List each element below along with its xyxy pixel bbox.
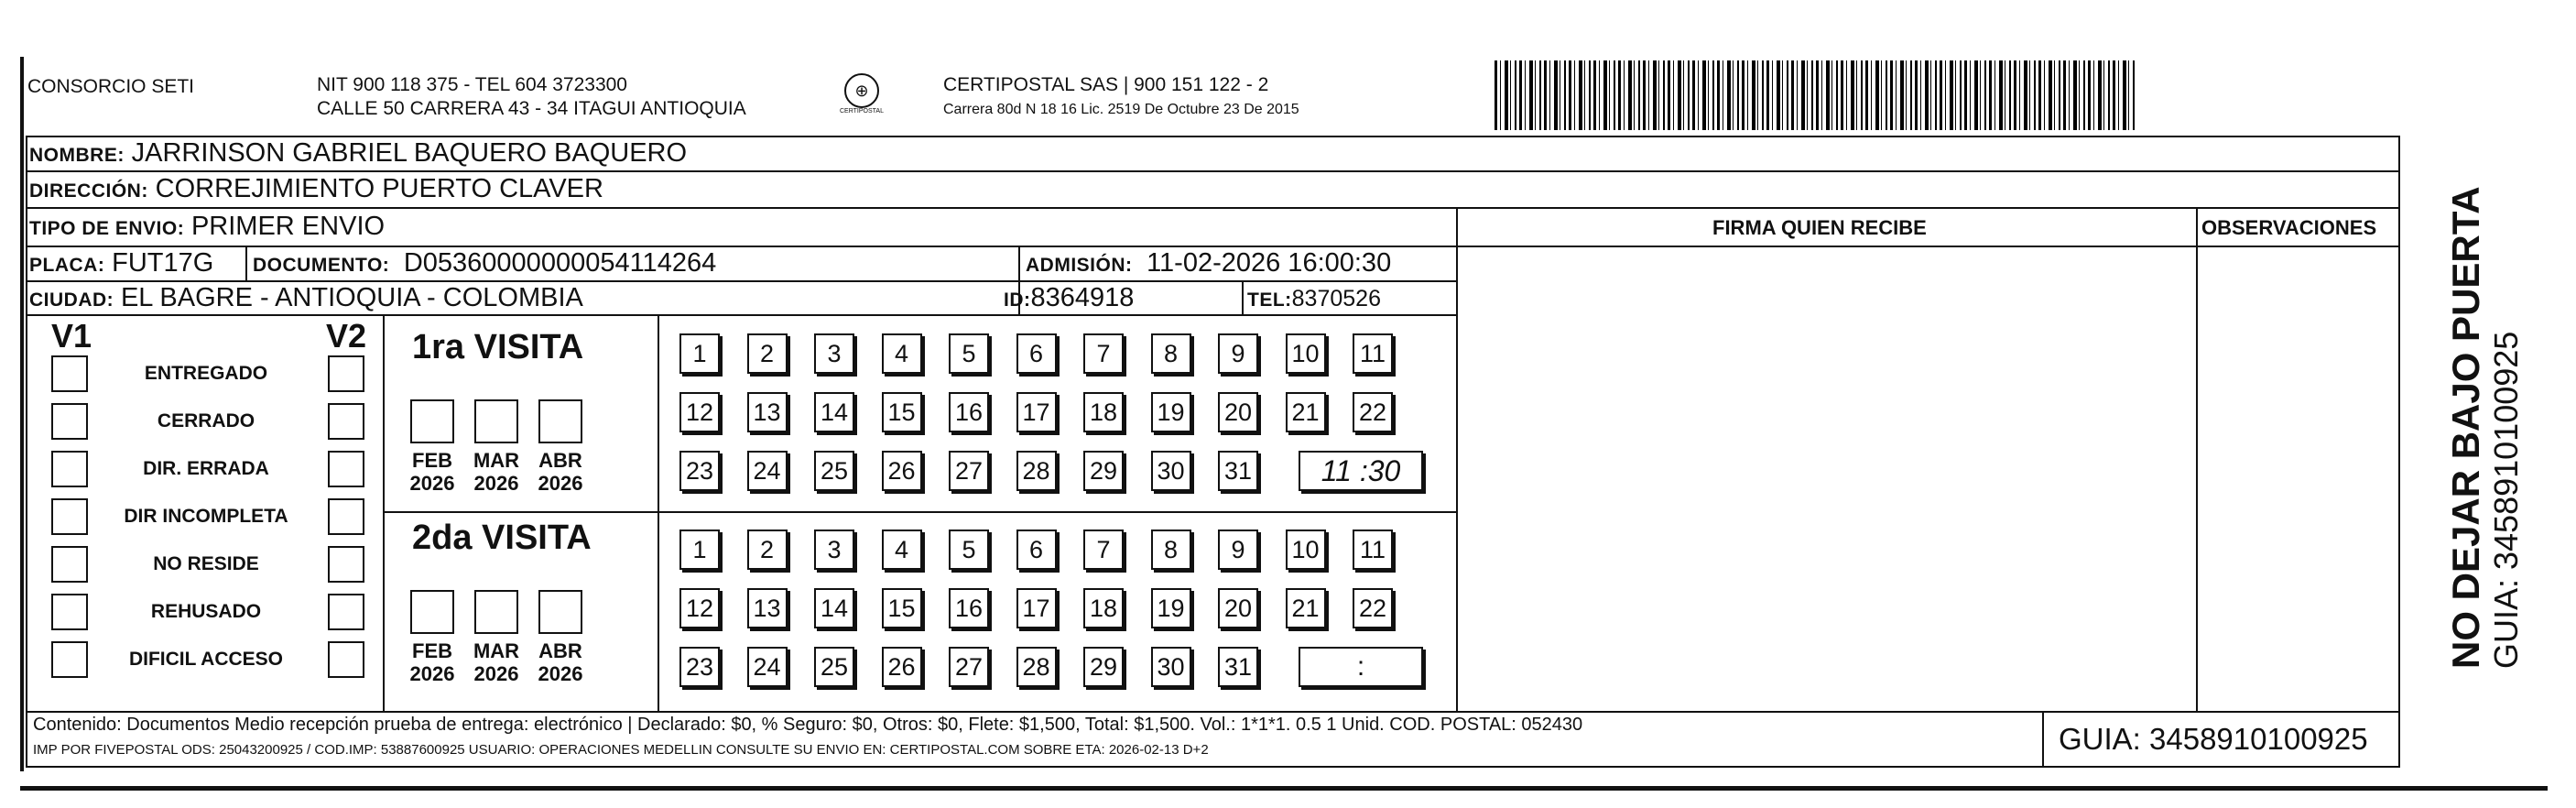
day-box[interactable]: 9 — [1218, 530, 1258, 570]
day-box[interactable]: 27 — [949, 647, 989, 687]
v2-checkbox[interactable] — [328, 546, 364, 583]
day-box[interactable]: 23 — [679, 647, 720, 687]
v2-checkbox[interactable] — [328, 403, 364, 440]
vrule-placa — [245, 246, 247, 280]
day-box[interactable]: 4 — [882, 333, 922, 374]
month-name: ABR — [538, 449, 582, 472]
placa-value: FUT17G — [112, 248, 214, 278]
vrule-tel — [1242, 280, 1244, 314]
day-box[interactable]: 20 — [1218, 392, 1258, 432]
day-box[interactable]: 16 — [949, 588, 989, 628]
day-box[interactable]: 27 — [949, 451, 989, 491]
day-box[interactable]: 7 — [1083, 530, 1124, 570]
day-box[interactable]: 24 — [747, 451, 788, 491]
nombre-label: NOMBRE: — [29, 145, 125, 166]
tel-value: 8370526 — [1291, 286, 1381, 311]
day-box[interactable]: 20 — [1218, 588, 1258, 628]
id-label: ID: — [1004, 289, 1031, 311]
day-box[interactable]: 8 — [1151, 530, 1191, 570]
month-name: ABR — [538, 639, 582, 662]
v2-checkbox[interactable] — [328, 355, 364, 392]
certipostal-logo — [839, 73, 885, 115]
id-value: 8364918 — [1030, 283, 1135, 312]
month-year: 2026 — [409, 662, 455, 685]
admision-value: 11-02-2026 16:00:30 — [1147, 248, 1392, 278]
bottom-rule — [20, 786, 2548, 791]
ciudad-label: CIUDAD: — [29, 289, 114, 311]
license-line: Carrera 80d N 18 16 Lic. 2519 De Octubre 23 De 2015 — [943, 102, 1299, 117]
day-box[interactable]: 26 — [882, 647, 922, 687]
day-box[interactable]: 3 — [814, 530, 854, 570]
tipo-label: TIPO DE ENVIO: — [29, 218, 185, 239]
day-box[interactable]: 21 — [1286, 588, 1326, 628]
documento-value: D05360000000054114264 — [403, 248, 717, 278]
month-year: 2026 — [473, 662, 519, 685]
day-box[interactable]: 18 — [1083, 588, 1124, 628]
day-box[interactable]: 15 — [882, 392, 922, 432]
day-box[interactable]: 5 — [949, 333, 989, 374]
month-checkbox[interactable] — [538, 399, 582, 443]
vrule-obs — [2196, 207, 2198, 713]
company-name: CONSORCIO SETI — [27, 76, 195, 97]
carrier-line: CERTIPOSTAL SAS | 900 151 122 - 2 — [943, 74, 1269, 95]
second-visit-time[interactable]: : — [1299, 647, 1423, 687]
tel-row — [1247, 282, 1381, 316]
v2-checkbox[interactable] — [328, 498, 364, 535]
nombre-row — [29, 137, 687, 171]
tipo-row — [29, 211, 385, 245]
day-box[interactable]: 2 — [747, 530, 788, 570]
side-guia: GUIA: 3458910100925 — [2487, 331, 2525, 669]
imp-text: IMP POR FIVEPOSTAL ODS: 25043200925 / COD.IMP: 53887600925 USUARIO: OPERACIONES MEDELLIN CONSULTE SU ENVIO EN: CERTIPOSTAL.COM SOBRE ETA: 2026-02-13 D+2 — [33, 742, 1209, 758]
vrule-footer — [2042, 711, 2044, 768]
day-box[interactable]: 28 — [1016, 647, 1057, 687]
month-year: 2026 — [473, 472, 519, 495]
day-box[interactable]: 11 — [1353, 530, 1393, 570]
v1-checkbox[interactable] — [51, 546, 88, 583]
v2-checkbox[interactable] — [328, 594, 364, 630]
day-box[interactable]: 10 — [1286, 530, 1326, 570]
vrule-sign — [1456, 207, 1458, 713]
day-box[interactable]: 2 — [747, 333, 788, 374]
status-option-label: CERRADO — [157, 410, 255, 431]
v1-checkbox[interactable] — [51, 355, 88, 392]
month-name: MAR — [473, 449, 520, 472]
rule-visits — [383, 511, 1456, 513]
logo-text: CERTIPOSTAL — [840, 108, 884, 115]
day-box[interactable]: 9 — [1218, 333, 1258, 374]
side-warning: NO DEJAR BAJO PUERTA — [2444, 186, 2487, 669]
month-label — [405, 639, 460, 685]
vrule-status — [383, 314, 385, 713]
address-line: CALLE 50 CARRERA 43 - 34 ITAGUI ANTIOQUIA — [317, 98, 746, 119]
v1-checkbox[interactable] — [51, 498, 88, 535]
vrule-months — [658, 314, 659, 713]
day-box[interactable]: 13 — [747, 392, 788, 432]
day-box[interactable]: 22 — [1353, 588, 1393, 628]
v2-checkbox[interactable] — [328, 641, 364, 678]
day-box[interactable]: 8 — [1151, 333, 1191, 374]
month-label — [405, 449, 460, 495]
status-option-label: DIFICIL ACCESO — [128, 649, 283, 670]
day-box[interactable]: 21 — [1286, 392, 1326, 432]
day-box[interactable]: 31 — [1218, 647, 1258, 687]
rule-2 — [26, 207, 2400, 209]
day-box[interactable]: 19 — [1151, 392, 1191, 432]
day-box[interactable]: 29 — [1083, 647, 1124, 687]
barcode — [1495, 60, 2136, 130]
admision-label: ADMISIÓN: — [1026, 255, 1133, 276]
observaciones-label: OBSERVACIONES — [2201, 216, 2377, 239]
day-box[interactable]: 24 — [747, 647, 788, 687]
day-box[interactable]: 12 — [679, 588, 720, 628]
observaciones-area[interactable] — [2200, 249, 2397, 709]
day-box[interactable]: 5 — [949, 530, 989, 570]
month-checkbox[interactable] — [410, 399, 454, 443]
day-box[interactable]: 30 — [1151, 647, 1191, 687]
day-box[interactable]: 25 — [814, 451, 854, 491]
documento-row — [253, 247, 716, 281]
day-box[interactable]: 16 — [949, 392, 989, 432]
placa-row — [29, 247, 213, 281]
day-box[interactable]: 18 — [1083, 392, 1124, 432]
day-box[interactable]: 10 — [1286, 333, 1326, 374]
v1-checkbox[interactable] — [51, 641, 88, 678]
day-box[interactable]: 25 — [814, 647, 854, 687]
day-box[interactable]: 7 — [1083, 333, 1124, 374]
status-option-label: NO RESIDE — [153, 553, 259, 574]
v1-label: V1 — [51, 317, 92, 355]
v2-label: V2 — [326, 317, 367, 355]
second-visit-title: 2da VISITA — [412, 519, 592, 557]
month-year: 2026 — [538, 662, 583, 685]
month-label — [533, 639, 588, 685]
direccion-value: CORREJIMIENTO PUERTO CLAVER — [155, 174, 603, 203]
month-year: 2026 — [409, 472, 455, 495]
day-box[interactable]: 14 — [814, 588, 854, 628]
v1-checkbox[interactable] — [51, 451, 88, 487]
month-year: 2026 — [538, 472, 583, 495]
firma-label: FIRMA QUIEN RECIBE — [1712, 216, 1927, 239]
nit-line: NIT 900 118 375 - TEL 604 3723300 — [317, 74, 627, 95]
ciudad-value: EL BAGRE - ANTIOQUIA - COLOMBIA — [120, 283, 583, 312]
month-label — [469, 639, 524, 685]
month-name: FEB — [412, 449, 452, 472]
day-box[interactable]: 17 — [1016, 588, 1057, 628]
day-box[interactable]: 11 — [1353, 333, 1393, 374]
day-box[interactable]: 3 — [814, 333, 854, 374]
day-box[interactable]: 17 — [1016, 392, 1057, 432]
v1-checkbox[interactable] — [51, 594, 88, 630]
month-checkbox[interactable] — [410, 590, 454, 634]
month-name: FEB — [412, 639, 452, 662]
month-checkbox[interactable] — [538, 590, 582, 634]
month-checkbox[interactable] — [474, 399, 518, 443]
day-box[interactable]: 12 — [679, 392, 720, 432]
signature-area[interactable] — [1460, 249, 2194, 709]
day-box[interactable]: 23 — [679, 451, 720, 491]
day-box[interactable]: 31 — [1218, 451, 1258, 491]
day-box[interactable]: 29 — [1083, 451, 1124, 491]
status-option-label: ENTREGADO — [144, 363, 268, 384]
day-box[interactable]: 14 — [814, 392, 854, 432]
rule-sign — [1456, 246, 2400, 247]
logo-icon: ⊕ — [844, 73, 879, 108]
status-option-label: DIR INCOMPLETA — [124, 506, 288, 527]
tipo-value: PRIMER ENVIO — [190, 212, 386, 241]
day-box[interactable]: 1 — [679, 333, 720, 374]
side-text — [2445, 186, 2526, 669]
day-box[interactable]: 28 — [1016, 451, 1057, 491]
id-row — [1004, 282, 1134, 316]
contenido-text: Contenido: Documentos Medio recepción prueba de entrega: electrónico | Declarado: $0, % Seguro: $0, Otros: $0, Flete: $1,500, Total: $1,500. Vol.: 1*1*1. 0.5 1 Unid. COD. POSTAL: 052430 — [33, 715, 1583, 735]
v2-checkbox[interactable] — [328, 451, 364, 487]
day-box[interactable]: 13 — [747, 588, 788, 628]
month-label — [469, 449, 524, 495]
nombre-value: JARRINSON GABRIEL BAQUERO BAQUERO — [131, 138, 688, 168]
placa-label: PLACA: — [29, 255, 105, 276]
day-box[interactable]: 6 — [1016, 333, 1057, 374]
documento-label: DOCUMENTO: — [253, 255, 390, 276]
day-box[interactable]: 4 — [882, 530, 922, 570]
day-box[interactable]: 19 — [1151, 588, 1191, 628]
direccion-row — [29, 173, 603, 207]
month-name: MAR — [473, 639, 520, 662]
status-option-label: DIR. ERRADA — [143, 458, 269, 479]
day-box[interactable]: 30 — [1151, 451, 1191, 491]
day-box[interactable]: 1 — [679, 530, 720, 570]
tel-label: TEL: — [1247, 289, 1292, 311]
ciudad-row — [29, 282, 583, 316]
footer-guia: GUIA: 3458910100925 — [2059, 722, 2368, 756]
status-option-label: REHUSADO — [150, 601, 262, 622]
month-label — [533, 449, 588, 495]
admision-row — [1026, 247, 1391, 281]
v1-checkbox[interactable] — [51, 403, 88, 440]
day-box[interactable]: 6 — [1016, 530, 1057, 570]
first-visit-time[interactable]: 11 :30 — [1299, 451, 1423, 491]
first-visit-title: 1ra VISITA — [412, 328, 584, 366]
direccion-label: DIRECCIÓN: — [29, 180, 148, 202]
day-box[interactable]: 26 — [882, 451, 922, 491]
day-box[interactable]: 22 — [1353, 392, 1393, 432]
day-box[interactable]: 15 — [882, 588, 922, 628]
month-checkbox[interactable] — [474, 590, 518, 634]
